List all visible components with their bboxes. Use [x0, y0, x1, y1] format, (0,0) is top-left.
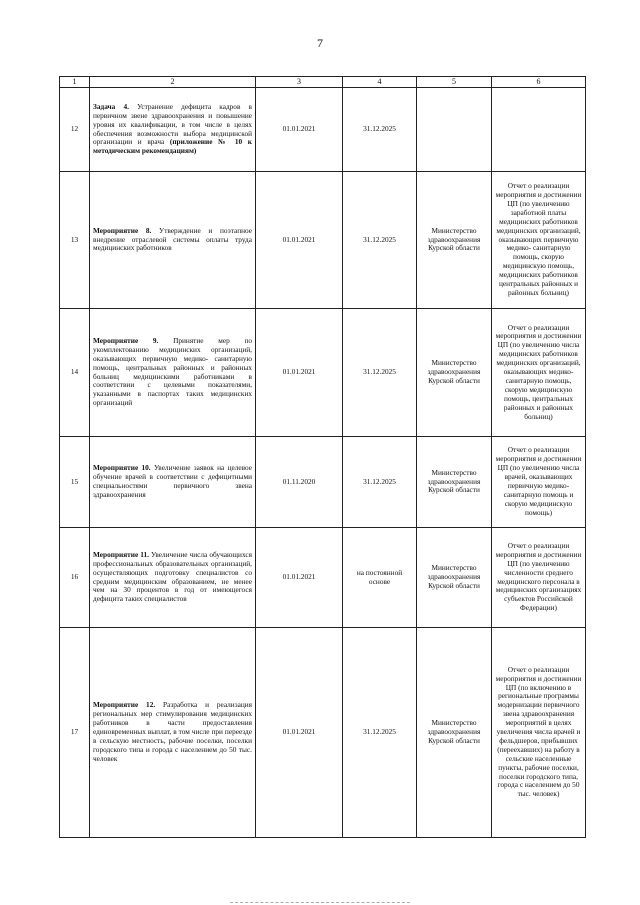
start-date: 01.01.2021 [256, 528, 343, 628]
row-number: 15 [60, 437, 90, 528]
row-title: Мероприятие 8. [93, 225, 152, 235]
table-header-row [60, 77, 586, 88]
row-description [90, 628, 256, 838]
row-description [90, 309, 256, 437]
result: Отчет о реализации мероприятия и достижении ЦП (по включению в региональные программы модернизации первичного звена здравоохранения мероприятий в целях увеличения числа врачей и фельдшеров, прибывших (переехавших) на работу в сельские населенные пункты, рабочие поселки, поселки городского типа, города с населением до 50 тыс. человек) [492, 628, 586, 838]
row-note: (приложение № 10 к методическим рекомендациям) [93, 137, 252, 156]
row-text: Увеличение заявок на целевое обучение врачей в соответствии с дефицитными специальностями первичного звена здравоохранения [93, 463, 253, 499]
row-text: Разработка и реализация региональных мер стимулирования медицинских работников в части предоставления единовременных выплат, в том числе при переезде в сельскую местность, рабочие поселки, поселки городского типа и города с населением до 50 тыс. человек [93, 700, 252, 763]
start-date: 01.01.2021 [256, 309, 343, 437]
row-text: Утверждение и поэтапное внедрение отраслевой системы оплаты труда медицинских работников [93, 225, 252, 253]
row-text: Принятие мер по укомплектованию медицинских организаций, оказывающих первичную медико- санитарную помощь, центральных районных и районных больниц медицинскими работниками в соответствии с целевыми показателями, указанными в паспортах таких медицинских организаций [93, 335, 252, 408]
end-date: 31.12.2025 [343, 309, 417, 437]
row-number: 14 [60, 309, 90, 437]
table-row [60, 172, 586, 309]
table-row [60, 528, 586, 628]
row-number: 17 [60, 628, 90, 838]
row-description [90, 172, 256, 309]
end-date: 31.12.2025 [343, 437, 417, 528]
result: Отчет о реализации мероприятия и достижении ЦП (по увеличению заработной платы медицинских работников медицинских организаций, оказывающих первичную медико- санитарную помощь, скорую медицинскую помощь, медицинских работников центральных районных и районных больниц) [492, 172, 586, 309]
start-date: 01.01.2021 [256, 88, 343, 172]
result [492, 88, 586, 172]
result: Отчет о реализации мероприятия и достижении ЦП (по увеличению числа врачей, оказывающих первичную медико- санитарную помощь и скорую медицинскую помощь) [492, 437, 586, 528]
scan-edge-line [230, 902, 410, 903]
executor: Министерство здравоохранения Курской области [417, 437, 492, 528]
column-header: 4 [343, 77, 417, 88]
measures-table [59, 76, 586, 838]
column-header: 3 [256, 77, 343, 88]
executor: Министерство здравоохранения Курской области [417, 172, 492, 309]
column-header: 2 [90, 77, 256, 88]
row-text: Устранение дефицита кадров в первичном звене здравоохранения и повышение уровня их квалификации, в том числе в целях обеспечения возможности выбора медицинской организации и врача [93, 101, 252, 147]
row-title: Мероприятие 10. [93, 463, 151, 473]
row-description [90, 437, 256, 528]
start-date: 01.01.2021 [256, 628, 343, 838]
page-number: 7 [317, 36, 323, 50]
row-text: Увеличение числа обучающихся профессиональных образовательных организаций, осуществляющих подготовку специалистов со средним медицинским образованием, не менее чем на 30 процентов в год от имеющегося дефицита таких специалистов [93, 549, 252, 604]
start-date: 01.01.2021 [256, 172, 343, 309]
result: Отчет о реализации мероприятия и достижении ЦП (по увеличению численности среднего медицинского персонала в медицинских организациях субъектов Российской Федерации) [492, 528, 586, 628]
table-row [60, 628, 586, 838]
table-row [60, 437, 586, 528]
column-header: 5 [417, 77, 492, 88]
row-title: Мероприятие 12. [93, 700, 156, 710]
row-title: Мероприятие 9. [93, 335, 159, 345]
end-date: 31.12.2025 [343, 172, 417, 309]
executor [417, 88, 492, 172]
end-date: на постоянной основе [343, 528, 417, 628]
executor: Министерство здравоохранения Курской области [417, 528, 492, 628]
row-number: 16 [60, 528, 90, 628]
table-row [60, 88, 586, 172]
row-number: 12 [60, 88, 90, 172]
row-title: Задача 4. [93, 101, 129, 111]
table-row [60, 309, 586, 437]
row-description [90, 528, 256, 628]
column-header: 1 [60, 77, 90, 88]
result: Отчет о реализации мероприятия и достижении ЦП (по увеличению числа медицинских работников медицинских организаций, оказывающих медико-санитарную помощь, скорую медицинскую помощь, центральных районных и районных больниц) [492, 309, 586, 437]
end-date: 31.12.2025 [343, 628, 417, 838]
row-title: Мероприятие 11. [93, 549, 149, 559]
start-date: 01.11.2020 [256, 437, 343, 528]
executor: Министерство здравоохранения Курской области [417, 628, 492, 838]
row-description [90, 88, 256, 172]
executor: Министерство здравоохранения Курской области [417, 309, 492, 437]
row-number: 13 [60, 172, 90, 309]
column-header: 6 [492, 77, 586, 88]
end-date: 31.12.2025 [343, 88, 417, 172]
